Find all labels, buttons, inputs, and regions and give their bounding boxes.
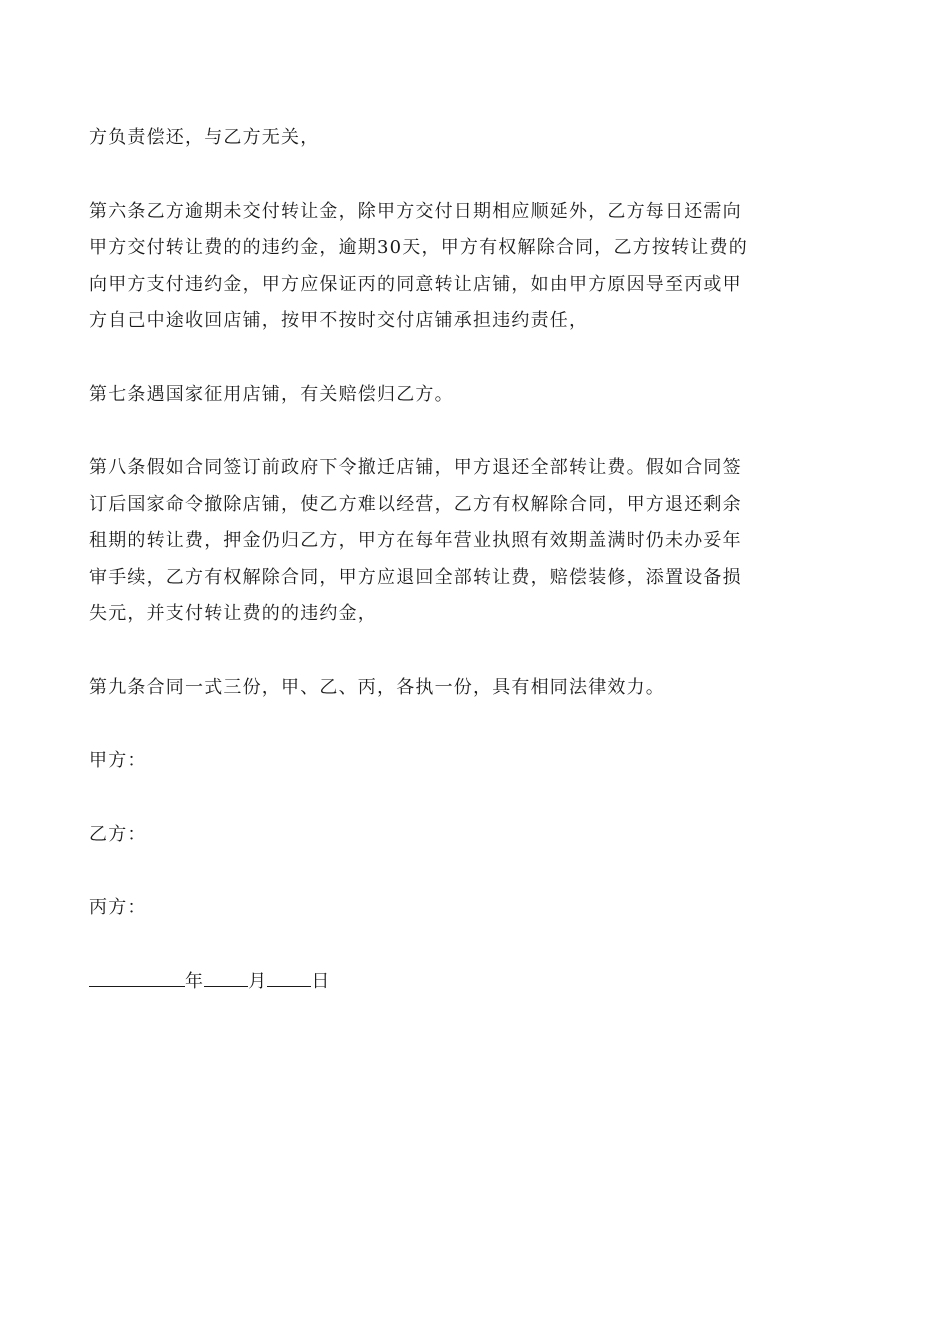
article-9 [89,670,864,707]
text-line: 失元，并支付转让费的的违约金， [89,603,377,624]
article-6 [89,194,864,340]
text-line: 方负责偿还，与乙方无关， [89,127,320,148]
article-7 [89,377,864,414]
year-label: 年 [185,970,205,992]
document-body [89,120,864,1000]
article-8 [89,450,864,633]
day-label: 日 [311,970,331,992]
signature-party-b: 乙方： [89,823,147,845]
year-blank [89,964,185,987]
text-line: 订后国家命令撤除店铺，使乙方难以经营，乙方有权解除合同，甲方退还剩余 [89,493,742,515]
text-line: 向甲方支付违约金，甲方应保证丙的同意转让店铺，如由甲方原因导至丙或甲 [89,273,742,295]
text-line: 甲方交付转让费的的违约金，逾期30天，甲方有权解除合同，乙方按转让费的 [89,237,748,258]
date-line [89,964,864,1001]
text-line: 第七条遇国家征用店铺，有关赔偿归乙方。 [89,383,454,405]
month-label: 月 [248,970,268,992]
text-line: 第八条假如合同签订前政府下令撤迁店铺，甲方退还全部转让费。假如合同签 [89,457,742,478]
text-line: 第九条合同一式三份，甲、乙、丙，各执一份，具有相同法律效力。 [89,676,665,698]
text-line: 方自己中途收回店铺，按甲不按时交付店铺承担违约责任， [89,310,589,331]
day-blank [267,964,311,987]
signature-party-a: 甲方： [89,750,147,771]
text-line: 租期的转让费，押金仍归乙方，甲方在每年营业执照有效期盖满时仍未办妥年 [89,530,742,551]
month-blank [204,964,248,987]
paragraph-continuation [89,120,864,157]
signature-party-c: 丙方： [89,897,147,918]
text-line: 审手续，乙方有权解除合同，甲方应退回全部转让费，赔偿装修，添置设备损 [89,566,742,588]
text-line: 第六条乙方逾期未交付转让金，除甲方交付日期相应顺延外，乙方每日还需向 [89,200,742,222]
